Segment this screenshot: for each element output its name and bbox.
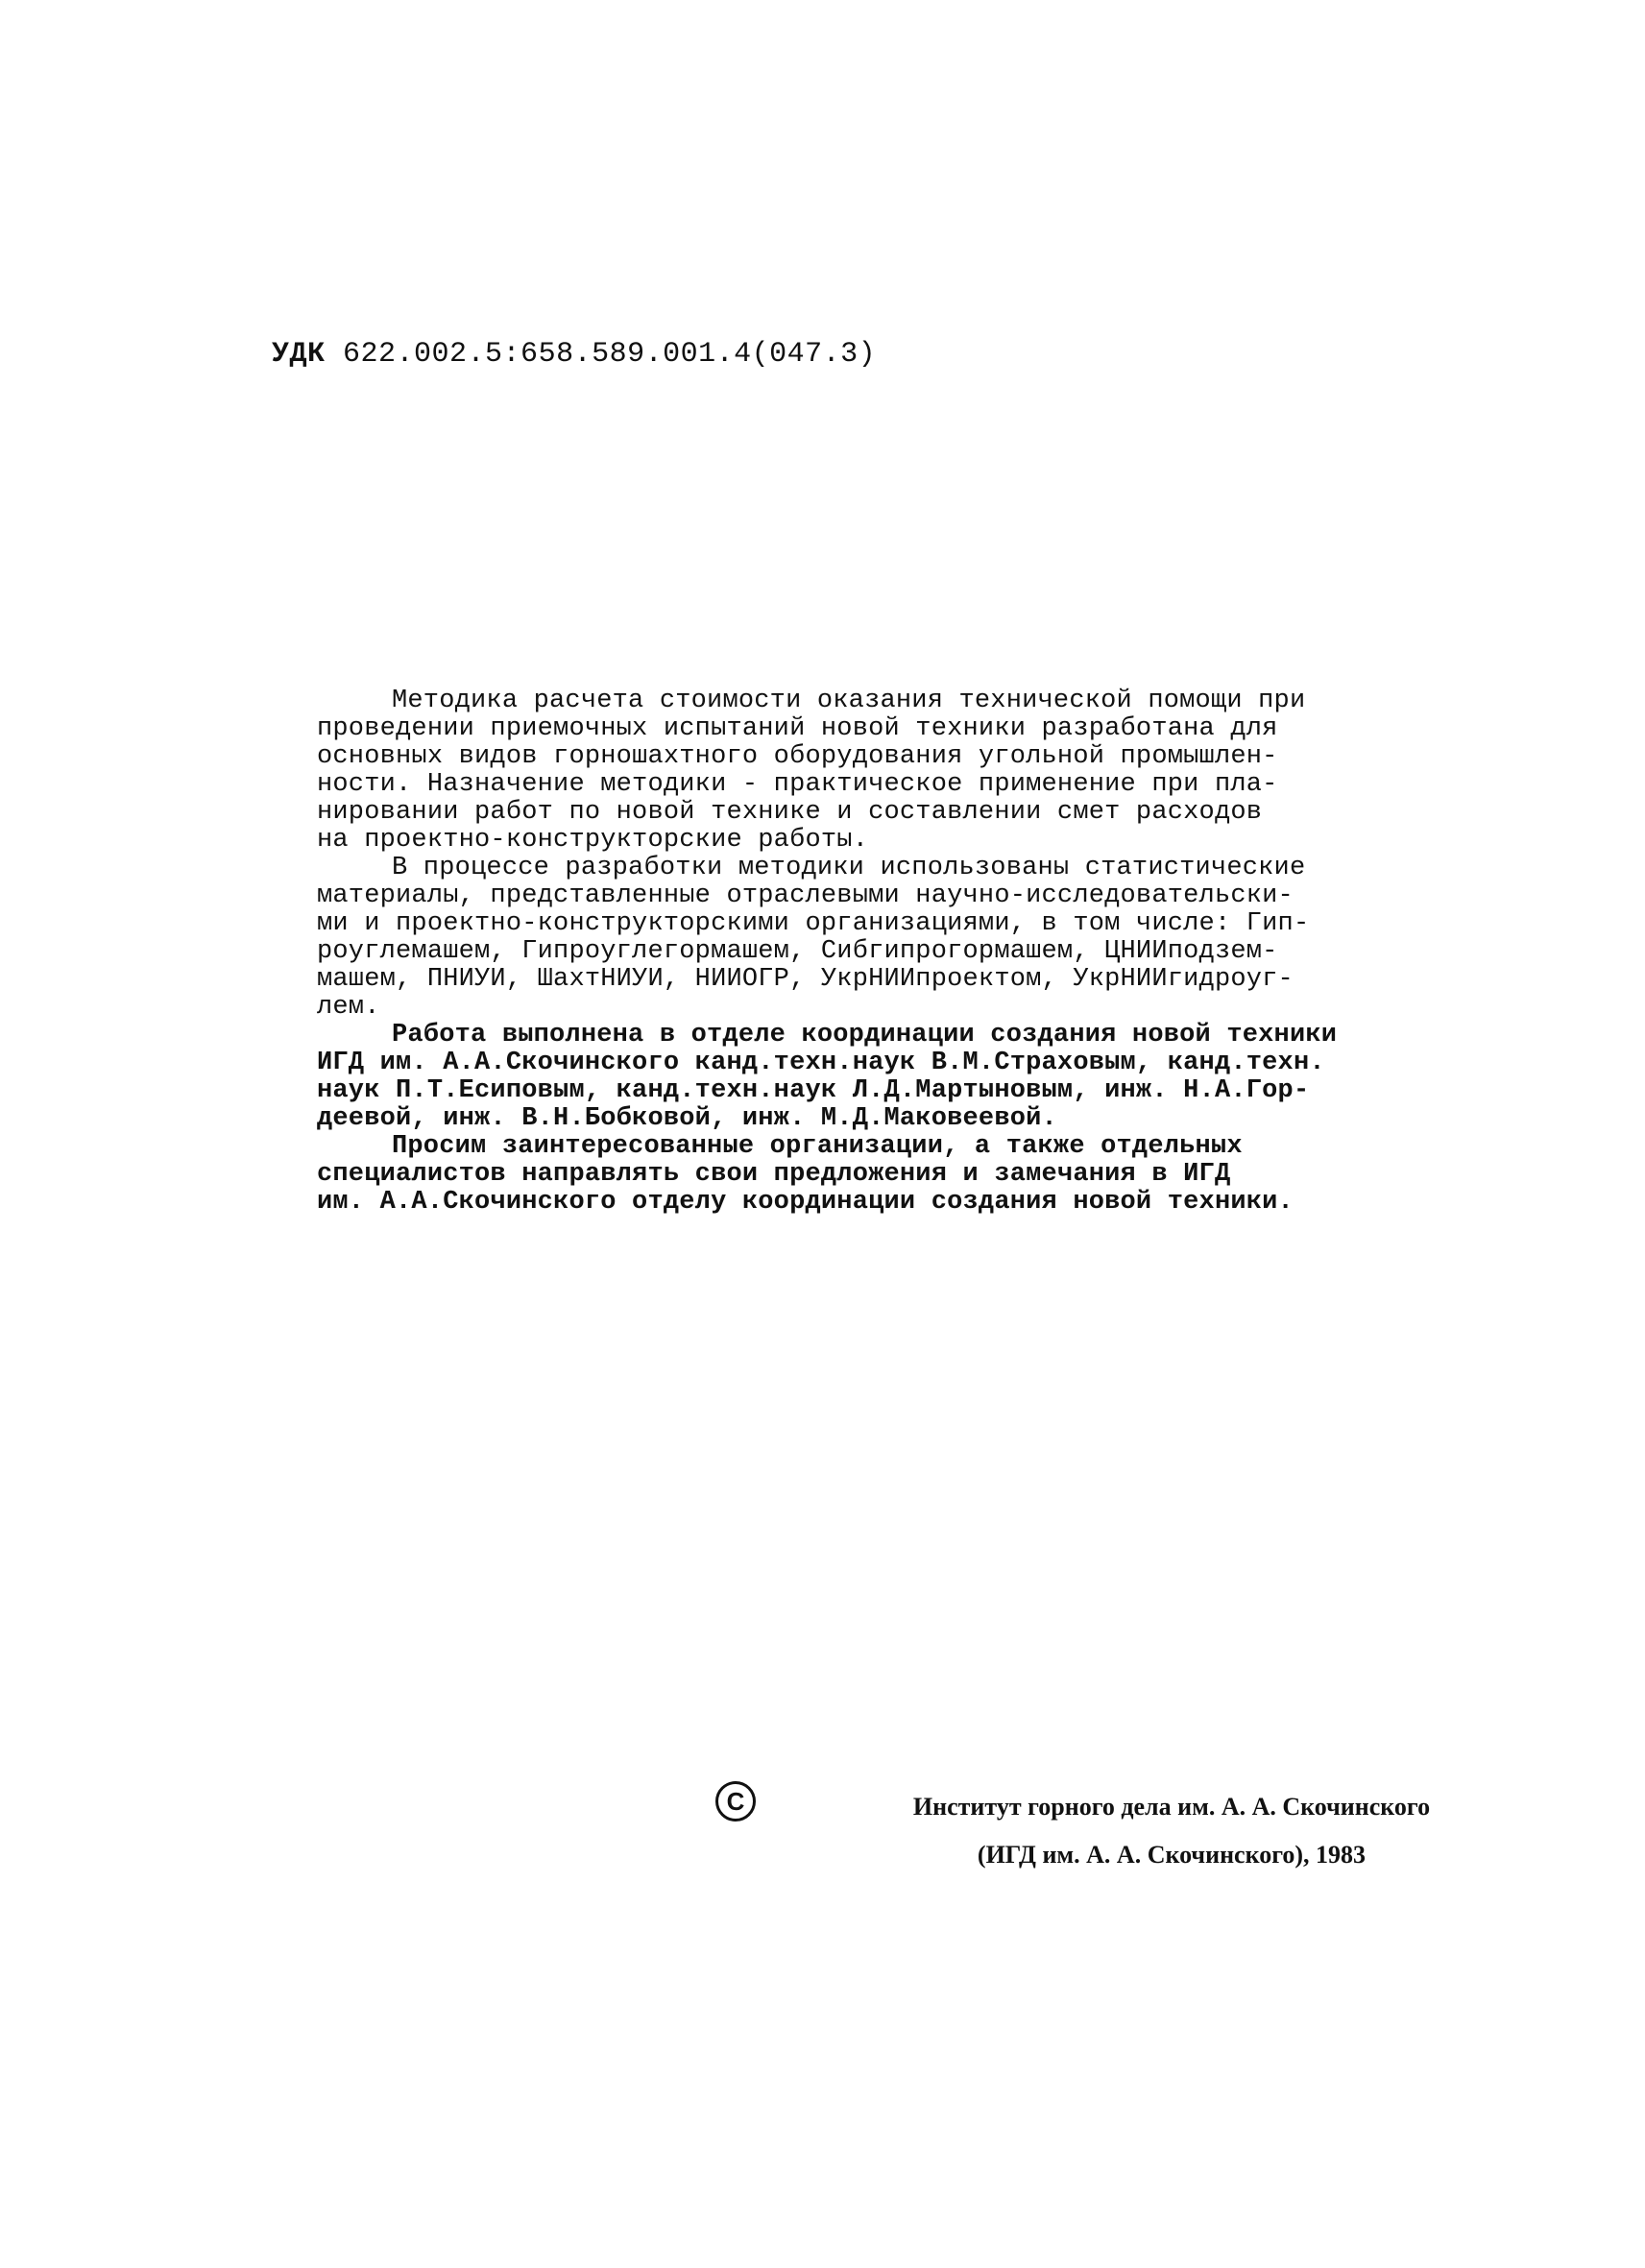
text-line: лем. (317, 993, 380, 1022)
text-line: им. А.А.Скочинского отделу координации создания новой техники. (317, 1188, 1294, 1217)
publisher-name: Институт горного дела им. А. А. Скочинского (912, 1793, 1431, 1821)
udk-code: 622.002.5:658.589.001.4(047.3) (343, 338, 877, 371)
paragraph-materials (317, 855, 1421, 1022)
text-line: материалы, представленные отраслевыми научно-исследовательски- (317, 881, 1294, 910)
paragraph-authors (317, 1022, 1421, 1133)
text-line: ИГД им. А.А.Скочинского канд.техн.наук В.М.Страховым, канд.техн. (317, 1049, 1325, 1077)
paragraph-methodology (317, 688, 1421, 855)
text-line: Просим заинтересованные организации, а также отдельных (392, 1132, 1243, 1161)
text-line: наук П.Т.Есиповым, канд.техн.наук Л.Д.Мартыновым, инж. Н.А.Гор- (317, 1076, 1310, 1105)
text-line: специалистов направлять свои предложения и замечания в ИГД (317, 1160, 1231, 1189)
text-line: на проектно-конструкторские работы. (317, 826, 869, 855)
copyright-icon: C (715, 1781, 756, 1822)
text-line: деевой, инж. В.Н.Бобковой, инж. М.Д.Маковеевой. (317, 1104, 1057, 1133)
publisher-abbrev-year: (ИГД им. А. А. Скочинского), 1983 (977, 1841, 1367, 1869)
text-line: ности. Назначение методики - практическое применение при пла- (317, 770, 1278, 799)
text-line: роуглемашем, Гипроуглегормашем, Сибгипрогормашем, ЦНИИподзем- (317, 937, 1278, 966)
text-line: машем, ПНИУИ, ШахтНИУИ, НИИОГР, УкрНИИпроектом, УкрНИИгидроуг- (317, 965, 1294, 994)
text-line: Методика расчета стоимости оказания технической помощи при (392, 687, 1306, 715)
text-line: проведении приемочных испытаний новой техники разработана для (317, 714, 1278, 743)
text-line: нировании работ по новой технике и составлении смет расходов (317, 798, 1263, 827)
text-line: Работа выполнена в отделе координации создания новой техники (392, 1021, 1338, 1050)
text-line: основных видов горношахтного оборудования угольной промышлен- (317, 742, 1278, 771)
publisher-info (859, 1783, 1484, 1879)
paragraph-request (317, 1133, 1421, 1217)
udk-classification (272, 338, 876, 371)
abstract-text (317, 688, 1421, 1217)
text-line: В процессе разработки методики использованы статистические (392, 854, 1306, 882)
text-line: ми и проектно-конструкторскими организациями, в том числе: Гип- (317, 909, 1310, 938)
udk-label: УДК (272, 338, 326, 371)
